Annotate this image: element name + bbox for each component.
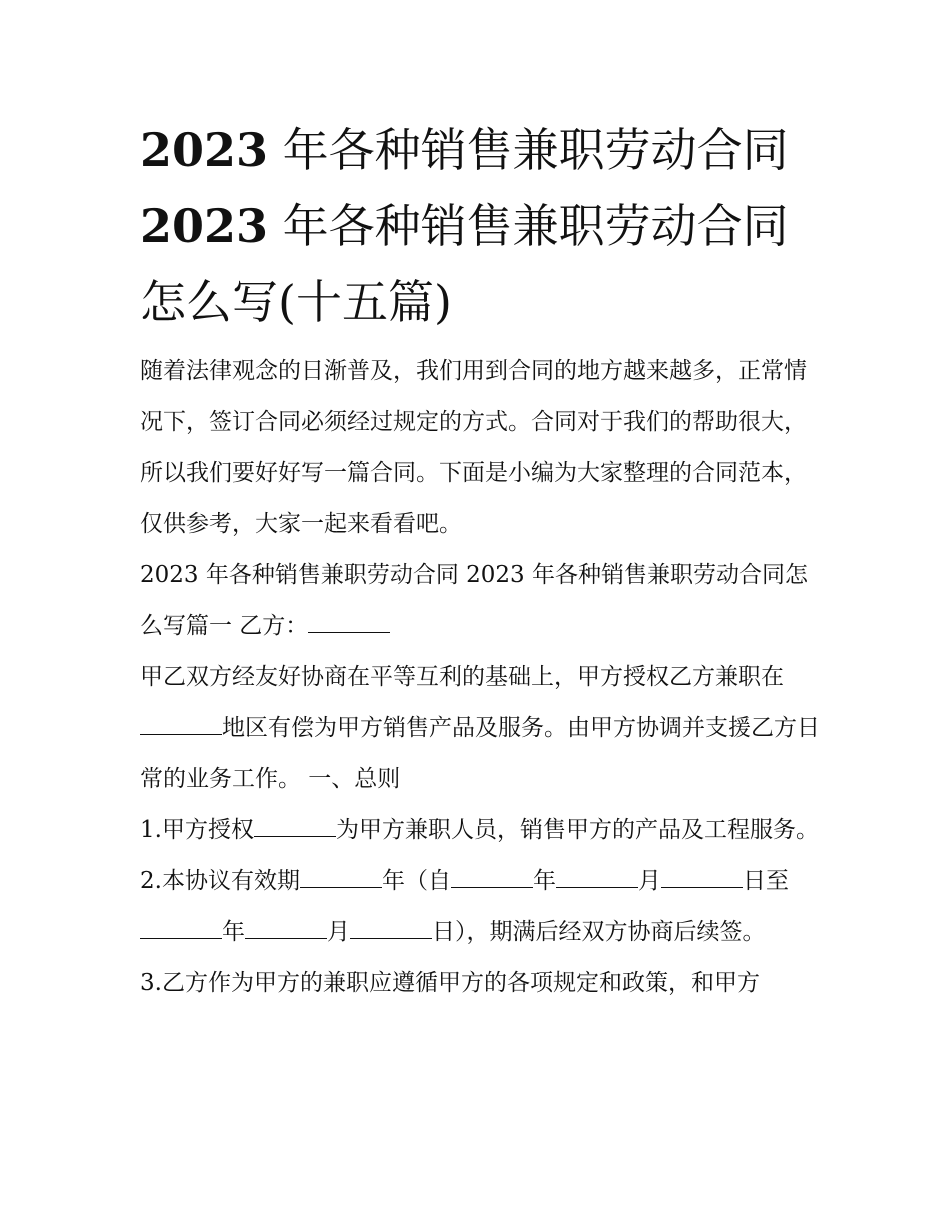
agreement-text-b: 地区有偿为甲方销售产品及服务。由甲方协调并支援乙方日常的业务工作。 一、总则 bbox=[140, 715, 820, 792]
clause-2-text-c: 年 bbox=[532, 868, 556, 894]
start-day-blank bbox=[661, 863, 743, 888]
end-year-blank bbox=[140, 914, 222, 939]
start-month-blank bbox=[556, 863, 638, 888]
term-years-blank bbox=[300, 863, 382, 888]
title-text-2: 年各种销售兼职劳动合同 bbox=[268, 199, 789, 253]
document-body bbox=[140, 112, 820, 1009]
title-year-1: 2023 bbox=[140, 123, 269, 177]
agreement-paragraph bbox=[140, 652, 820, 805]
end-month-blank bbox=[245, 914, 327, 939]
clause-2 bbox=[140, 856, 820, 958]
intro-paragraph: 随着法律观念的日渐普及，我们用到合同的地方越来越多，正常情况下，签订合同必须经过规定的方式。合同对于我们的帮助很大，所以我们要好好写一篇合同。下面是小编为大家整理的合同范本，仅供参考，大家一起来看看吧。 bbox=[140, 358, 807, 537]
clause-2-text-e: 日至 bbox=[742, 868, 789, 894]
title-text-1: 年各种销售兼职劳动合同 bbox=[268, 123, 789, 177]
title-year-2: 2023 bbox=[140, 199, 269, 253]
title-text-3: 怎么写(十五篇) bbox=[140, 275, 452, 329]
clause-3: 3.乙方作为甲方的兼职应遵循甲方的各项规定和政策，和甲方 bbox=[140, 970, 760, 996]
region-blank bbox=[140, 710, 222, 735]
clause-1-text-a: 1.甲方授权 bbox=[140, 817, 254, 843]
clause-2-text-b: 年（自 bbox=[381, 868, 451, 894]
section-heading bbox=[140, 550, 820, 652]
clause-2-text-d: 月 bbox=[637, 868, 661, 894]
clause-1-text-b: 为甲方兼职人员，销售甲方的产品及工程服务。 bbox=[335, 817, 819, 843]
authorized-person-blank bbox=[254, 812, 336, 837]
clause-2-text-f: 年 bbox=[222, 919, 245, 945]
clause-2-text-a: 2.本协议有效期 bbox=[140, 868, 300, 894]
clause-2-text-h: 日），期满后经双方协商后续签。 bbox=[432, 919, 766, 945]
start-year-blank bbox=[451, 863, 533, 888]
clause-2-text-g: 月 bbox=[327, 919, 350, 945]
end-day-blank bbox=[350, 914, 432, 939]
document-title bbox=[140, 112, 820, 340]
clause-1 bbox=[140, 805, 820, 856]
agreement-text-a: 甲乙双方经友好协商在平等互利的基础上，甲方授权乙方兼职在 bbox=[140, 664, 784, 690]
section-heading-text: 2023 年各种销售兼职劳动合同 2023 年各种销售兼职劳动合同怎么写篇一 乙方： bbox=[140, 562, 808, 639]
party-b-blank bbox=[308, 608, 390, 633]
